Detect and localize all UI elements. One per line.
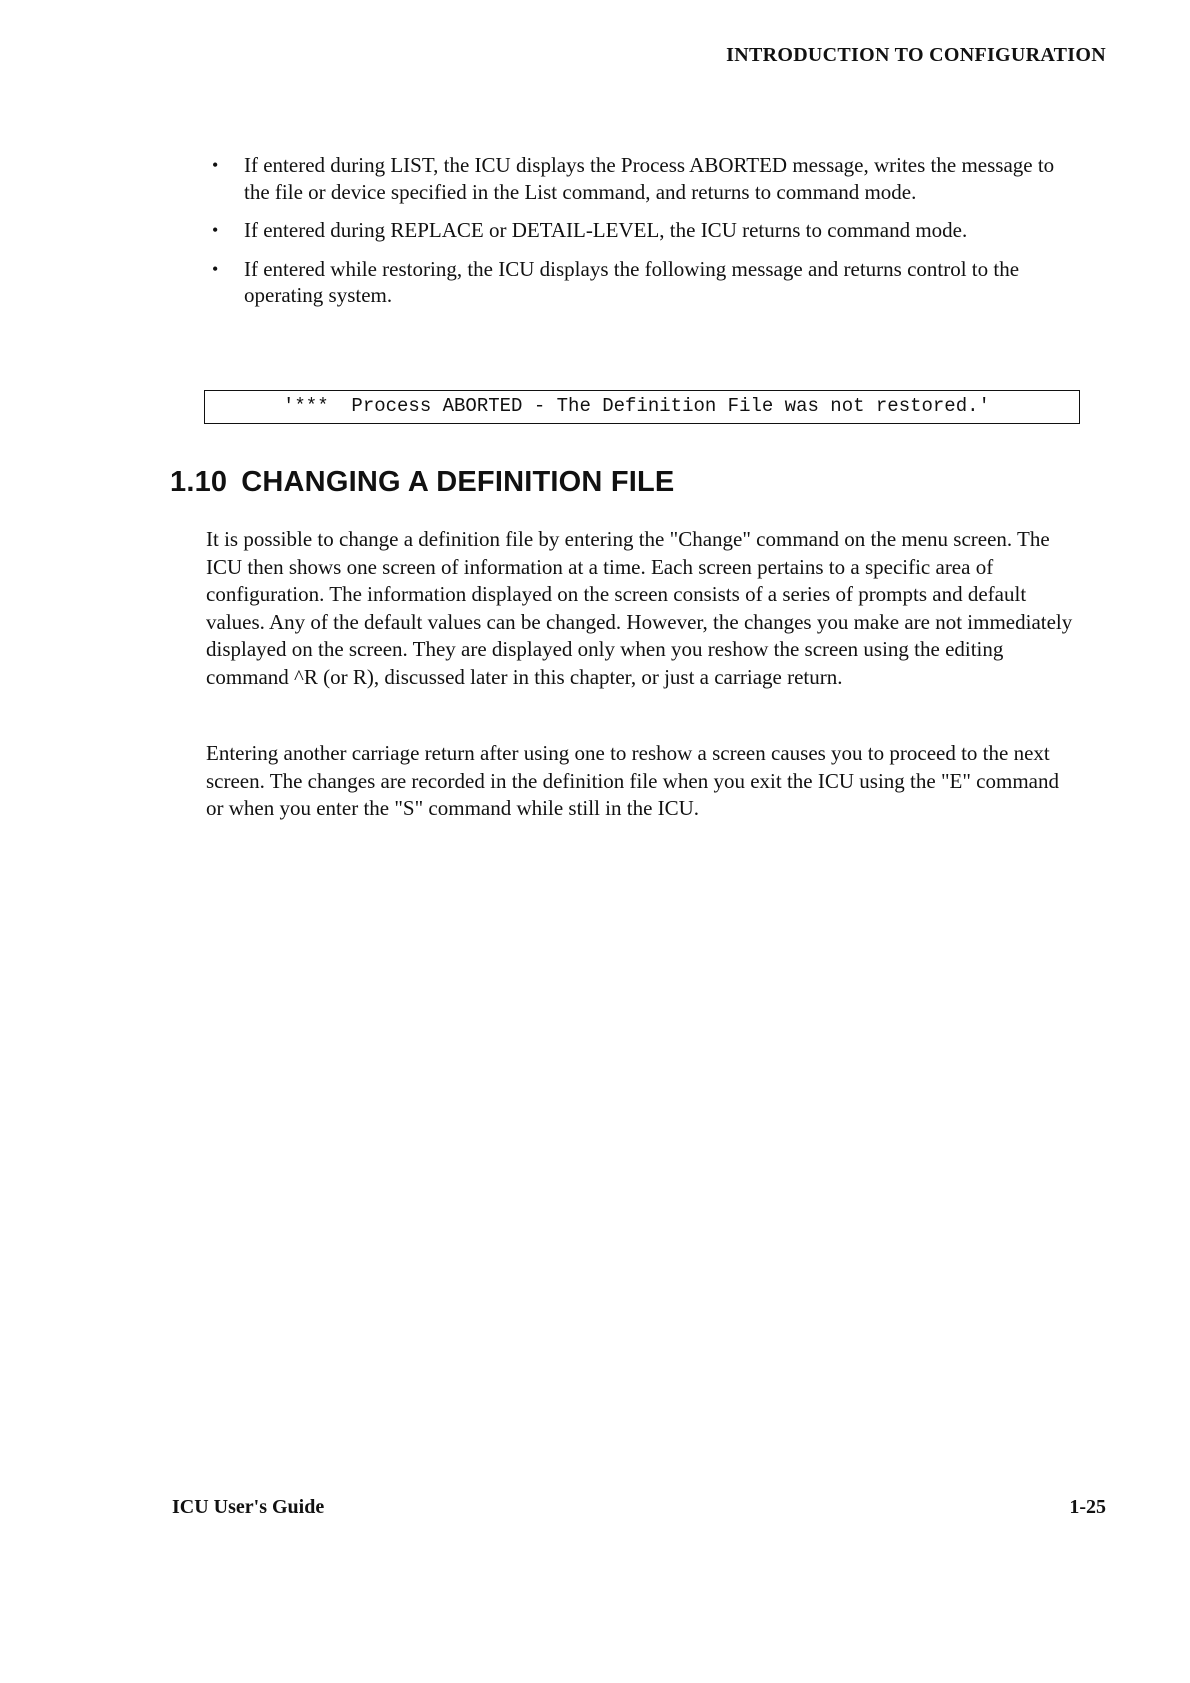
body-paragraph: It is possible to change a definition file by entering the "Change" command on the menu screen. The ICU then shows one screen of information at a time. Each screen pertains to a specific area of configuration. The information displayed on the screen consists of a series of prompts and default values. Any of the default values can be changed. However, the changes you make are not immediately displayed on the screen. They are displayed only when you reshow the screen using the editing command ^R (or R), discussed later in this chapter, or just a carriage return. <box>206 527 1073 689</box>
bullet-item <box>200 152 1070 205</box>
running-header: INTRODUCTION TO CONFIGURATION <box>726 44 1106 66</box>
bullet-text: If entered while restoring, the ICU displays the following message and returns control to the operating system. <box>244 256 1020 307</box>
section-number: 1.10 <box>170 466 228 498</box>
footer-guide-title: ICU User's Guide <box>172 1496 325 1518</box>
bullet-dot-icon: • <box>212 220 219 240</box>
body-paragraph: Entering another carriage return after using one to reshow a screen causes you to proceed to the next screen. The changes are recorded in the definition file when you exit the ICU using the "E" command or when you enter the "S" command while still in the ICU. <box>206 741 1059 820</box>
bullet-list <box>200 152 1070 321</box>
footer-page-number: 1-25 <box>1069 1496 1106 1518</box>
bullet-dot-icon: • <box>212 258 219 279</box>
bullet-item <box>200 217 1070 244</box>
bullet-text: If entered during LIST, the ICU displays the Process ABORTED message, writes the message to the file or device specified in the List command, and returns to command mode. <box>244 153 1055 204</box>
aborted-message-box: '*** Process ABORTED - The Definition File was not restored.' <box>204 390 1080 424</box>
bullet-dot-icon: • <box>212 155 219 175</box>
section-heading <box>170 466 674 499</box>
section-title: CHANGING A DEFINITION FILE <box>241 466 675 498</box>
bullet-text: If entered during REPLACE or DETAIL-LEVEL, the ICU returns to command mode. <box>244 218 968 242</box>
bullet-item <box>200 256 1070 309</box>
